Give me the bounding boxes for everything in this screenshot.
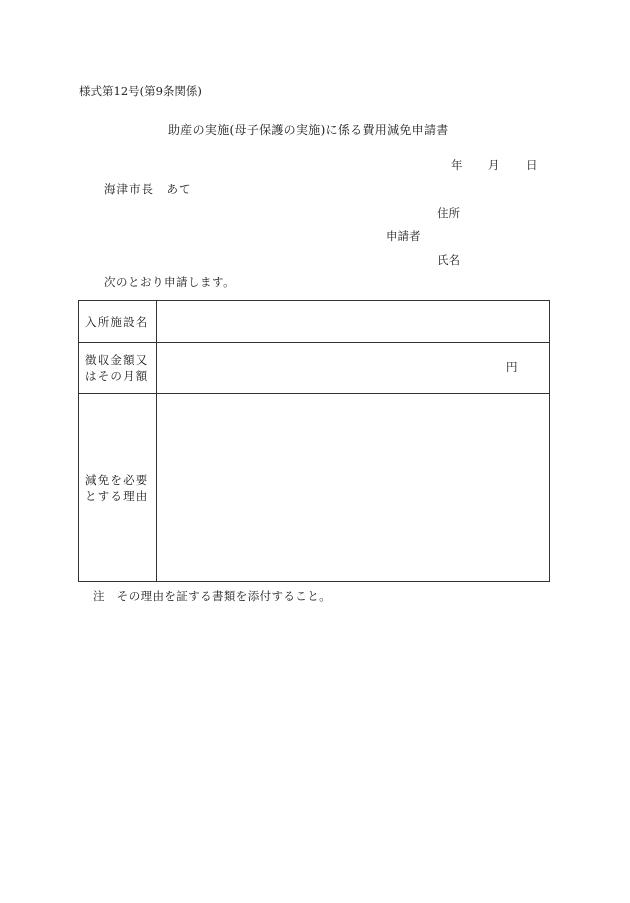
reason-label-line2: とする理由 <box>85 488 149 503</box>
facility-label: 入所施設名 <box>85 314 149 329</box>
application-table <box>78 300 550 582</box>
intro-text: 次のとおり申請します。 <box>104 275 236 289</box>
facility-label-cell <box>79 301 157 343</box>
date-year-label: 年 <box>451 158 463 172</box>
name-label: 氏名 <box>437 253 460 267</box>
fee-label-line2: はその月額 <box>85 369 149 383</box>
reason-label-cell <box>79 394 157 582</box>
footnote: 注 その理由を証する書類を添付すること。 <box>93 589 331 603</box>
fee-row <box>79 343 550 394</box>
fee-label-line1: 徴収金額又 <box>85 353 149 367</box>
facility-value-cell[interactable] <box>157 301 550 343</box>
reason-row <box>79 394 550 582</box>
facility-row <box>79 301 550 343</box>
document-title: 助産の実施(母子保護の実施)に係る費用減免申請書 <box>168 123 449 137</box>
reason-value-cell[interactable] <box>157 394 550 582</box>
date-day-label: 日 <box>526 158 538 172</box>
reason-label-line1: 減免を必要 <box>85 472 149 487</box>
applicant-label: 申請者 <box>386 229 421 243</box>
address-label: 住所 <box>437 206 460 220</box>
date-month-label: 月 <box>488 158 500 172</box>
yen-unit-label: 円 <box>506 360 518 374</box>
fee-value-cell[interactable] <box>157 343 550 394</box>
form-number: 様式第12号(第9条関係) <box>79 84 202 98</box>
addressee: 海津市長 あて <box>104 182 192 196</box>
fee-label-cell <box>79 343 157 394</box>
